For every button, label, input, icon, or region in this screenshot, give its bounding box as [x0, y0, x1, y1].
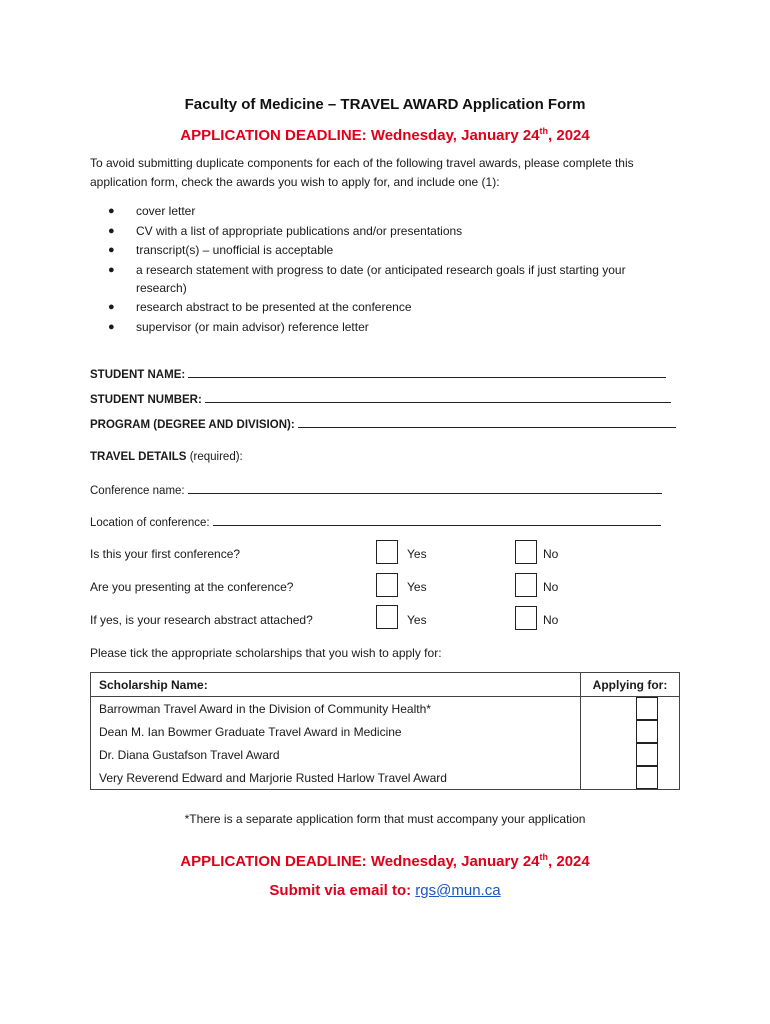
deadline-suffix: , 2024 [548, 127, 590, 144]
bullet-icon: ● [108, 263, 115, 276]
deadline-sup: th [539, 126, 549, 136]
table-row [91, 766, 680, 790]
bullet-icon: ● [108, 320, 115, 333]
scholarship-name-header: Scholarship Name: [91, 673, 581, 697]
deadline-prefix: APPLICATION DEADLINE: Wednesday, January 24 [180, 853, 540, 870]
table-row [91, 720, 680, 743]
program-field[interactable] [90, 416, 680, 433]
student-number-line[interactable] [205, 391, 671, 403]
list-item [108, 222, 678, 240]
student-name-field[interactable] [90, 366, 680, 383]
student-number-label: STUDENT NUMBER: [90, 394, 202, 406]
conference-name-label: Conference name: [90, 485, 185, 497]
tick-instruction: Please tick the appropriate scholarships that you wish to apply for: [90, 646, 442, 660]
requirement-text: a research statement with progress to date (or anticipated research goals if just starting your research) [136, 262, 626, 295]
presenting-no-checkbox[interactable] [515, 573, 537, 597]
first-conference-yes-checkbox[interactable] [376, 540, 398, 564]
requirement-text: cover letter [136, 204, 196, 218]
form-title: Faculty of Medicine – TRAVEL AWARD Application Form [184, 96, 586, 113]
apply-cell [581, 697, 680, 721]
scholarship-name: Very Reverend Edward and Marjorie Rusted Harlow Travel Award [91, 766, 581, 790]
student-name-label: STUDENT NAME: [90, 369, 186, 381]
no-label: No [543, 580, 559, 594]
travel-heading-note: (required): [189, 451, 243, 463]
deadline-top [0, 126, 770, 144]
yes-label: Yes [407, 580, 427, 594]
conference-location-label: Location of conference: [90, 517, 210, 529]
bullet-icon: ● [108, 244, 115, 257]
applying-for-header: Applying for: [581, 673, 680, 697]
bullet-icon: ● [108, 301, 115, 314]
no-label: No [543, 613, 559, 627]
conference-location-field[interactable] [90, 514, 680, 531]
requirement-text: supervisor (or main advisor) reference letter [136, 319, 369, 334]
bullet-icon: ● [108, 224, 115, 237]
presenting-yes-checkbox[interactable] [376, 573, 398, 597]
requirement-text: transcript(s) – unofficial is acceptable [136, 243, 334, 258]
list-item [108, 202, 678, 220]
deadline-sup: th [539, 852, 549, 862]
apply-cell [581, 720, 680, 743]
yes-label: Yes [407, 547, 427, 561]
list-item [108, 298, 678, 316]
scholarship-name: Dean M. Ian Bowmer Graduate Travel Award in Medicine [91, 720, 581, 743]
scholarship-name: Barrowman Travel Award in the Division of Community Health* [91, 697, 581, 721]
program-line[interactable] [298, 416, 676, 428]
email-link[interactable]: rgs@mun.ca [415, 882, 501, 899]
footnote: *There is a separate application form that must accompany your application [184, 812, 586, 826]
apply-cell [581, 766, 680, 790]
bullet-icon: ● [108, 205, 115, 217]
question-first-conference: Is this your first conference? [90, 547, 241, 561]
apply-cell [581, 743, 680, 766]
deadline-bottom [0, 852, 770, 870]
first-conference-no-checkbox[interactable] [515, 540, 537, 564]
student-name-line[interactable] [188, 366, 666, 378]
table-row [91, 743, 680, 766]
scholarship-table [90, 672, 680, 790]
apply-checkbox[interactable] [636, 766, 658, 789]
deadline-prefix: APPLICATION DEADLINE: Wednesday, January 24 [180, 127, 540, 144]
travel-heading-label: TRAVEL DETAILS [90, 451, 187, 463]
question-abstract-attached: If yes, is your research abstract attached? [90, 613, 313, 627]
requirement-text: research abstract to be presented at the conference [136, 300, 412, 315]
apply-checkbox[interactable] [636, 743, 658, 766]
requirement-text: CV with a list of appropriate publications and/or presentations [136, 223, 463, 238]
abstract-no-checkbox[interactable] [515, 606, 537, 630]
apply-checkbox[interactable] [636, 697, 658, 720]
conference-name-field[interactable] [90, 482, 680, 499]
student-number-field[interactable] [90, 391, 680, 408]
deadline-suffix: , 2024 [548, 853, 590, 870]
scholarship-name: Dr. Diana Gustafson Travel Award [91, 743, 581, 766]
list-item [108, 318, 678, 336]
requirements-list [108, 202, 678, 338]
conference-location-line[interactable] [213, 514, 661, 526]
travel-details-heading [90, 449, 680, 465]
program-label: PROGRAM (DEGREE AND DIVISION): [90, 419, 295, 431]
yes-label: Yes [407, 613, 427, 627]
submit-label: Submit via email to: [269, 882, 412, 899]
no-label: No [543, 547, 559, 561]
abstract-yes-checkbox[interactable] [376, 605, 398, 629]
table-header-row [91, 673, 680, 697]
submit-line [0, 882, 770, 899]
question-presenting: Are you presenting at the conference? [90, 580, 294, 594]
list-item [108, 261, 678, 297]
conference-name-line[interactable] [188, 482, 662, 494]
list-item [108, 241, 678, 259]
apply-checkbox[interactable] [636, 720, 658, 743]
table-row [91, 697, 680, 721]
intro-text: To avoid submitting duplicate components for each of the following travel awards, please complete this application form, check the awards you wish to apply for, and include one (1): [90, 156, 634, 189]
